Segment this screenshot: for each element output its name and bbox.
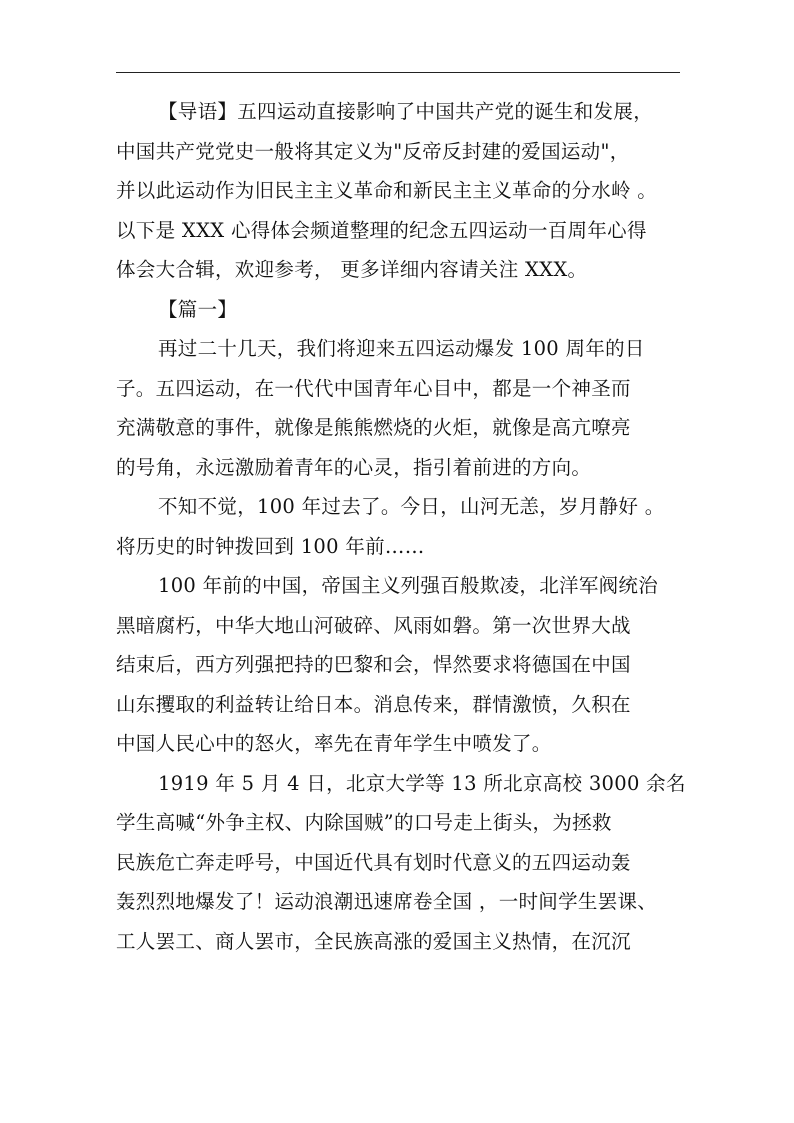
paragraph-line: 山东攫取的利益转让给日本。消息传来，群情激愤，久积在	[116, 692, 631, 716]
intro-line: 并以此运动作为旧民主主义革命和新民主主义革命的分水岭 。	[116, 179, 658, 202]
intro-line: 中国共产党党史一般将其定义为"反帝反封建的爱国运动"，	[116, 139, 630, 163]
document-body	[116, 92, 684, 961]
paragraph-line: 不知不觉，100 年过去了。今日，山河无恙，岁月静好 。	[158, 495, 665, 518]
intro-line: 体会大合辑，欢迎参考， 更多详细内容请关注 XXX。	[116, 258, 588, 281]
paragraph-line: 100 年前的中国，帝国主义列强百般欺凌，北洋军阀统治	[158, 574, 659, 597]
paragraph-line: 子。五四运动，在一代代中国青年心目中，都是一个神圣而	[116, 376, 631, 400]
paragraph-line: 民族危亡奔走呼号，中国近代具有划时代意义的五四运动轰	[116, 850, 631, 874]
paragraph-line: 结束后，西方列强把持的巴黎和会，悍然要求将德国在中国	[116, 653, 631, 676]
paragraph-line: 黑暗腐朽，中华大地山河破碎、风雨如磐。第一次世界大战	[116, 613, 631, 637]
intro-line: 【导语】五四运动直接影响了中国共产党的诞生和发展，	[158, 100, 654, 123]
paragraph-line: 中国人民心中的怒火，率先在青年学生中喷发了。	[116, 732, 552, 755]
section-heading: 【篇一】	[158, 297, 238, 321]
intro-line: 以下是 XXX 心得体会频道整理的纪念五四运动一百周年心得	[116, 218, 647, 242]
paragraph-line: 1919 年 5 月 4 日，北京大学等 13 所北京高校 3000 余名	[158, 771, 686, 795]
paragraph-line: 将历史的时钟拨回到 100 年前……	[116, 534, 425, 558]
paragraph-line: 的号角，永远激励着青年的心灵，指引着前进的方向。	[116, 455, 592, 479]
paragraph-line: 轰烈烈地爆发了！运动浪潮迅速席卷全国 ，一时间学生罢课、	[116, 890, 658, 913]
paragraph-line: 再过二十几天，我们将迎来五四运动爆发 100 周年的日	[158, 337, 645, 360]
header-rule	[116, 72, 680, 73]
paragraph-line: 充满敬意的事件，就像是熊熊燃烧的火炬，就像是高亢嘹亮	[116, 416, 631, 439]
paragraph-line: 工人罢工、商人罢市，全民族高涨的爱国主义热情，在沉沉	[116, 929, 631, 953]
paragraph-line: 学生高喊“外争主权、内除国贼”的口号走上街头，为拯救	[116, 811, 612, 834]
